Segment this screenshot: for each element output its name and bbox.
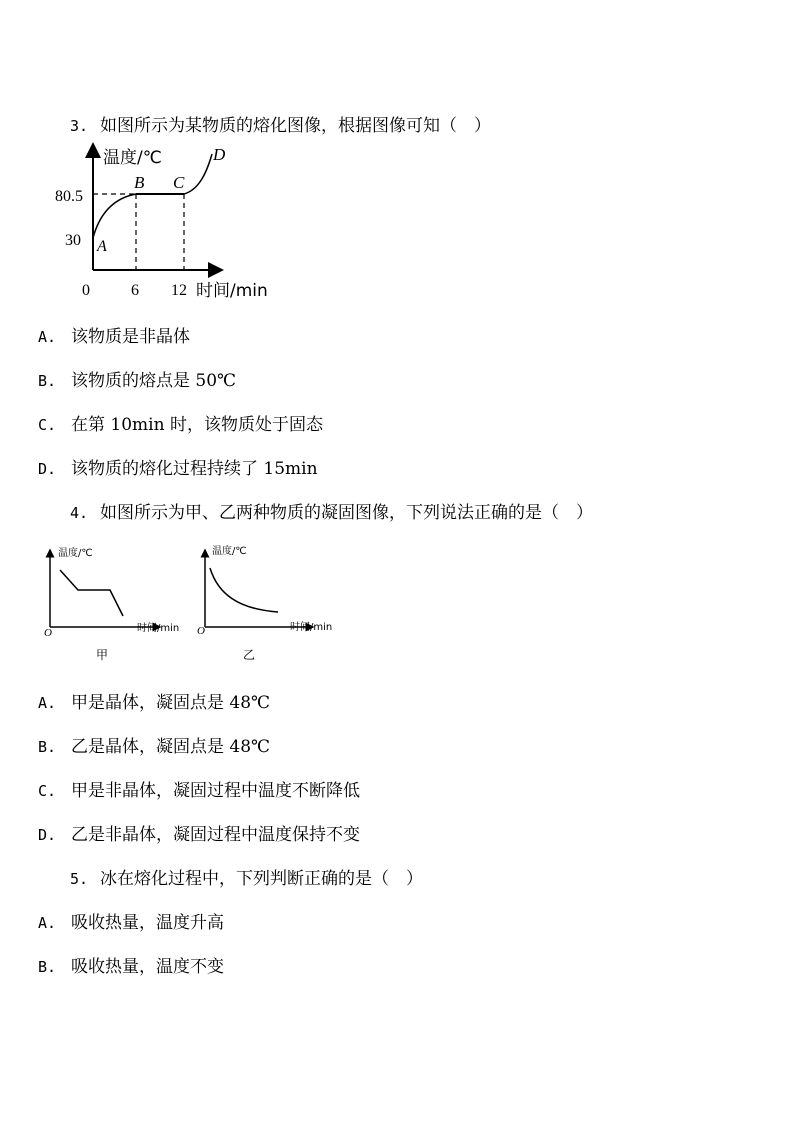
x-axis-label-yi: 时间/min <box>290 622 333 633</box>
option-text: 吸收热量，温度不变 <box>71 957 224 977</box>
y-axis-label-yi: 温度/℃ <box>212 546 247 557</box>
x-tick-0: 0 <box>82 282 90 299</box>
option-text: 在第 10min 时，该物质处于固态 <box>71 415 323 435</box>
option-text: 吸收热量，温度升高 <box>71 913 224 933</box>
option-text: 该物质的熔化过程持续了 15min <box>71 459 318 479</box>
question-3-stem <box>70 115 491 137</box>
origin-label-jia: O <box>44 627 52 639</box>
point-label-b: B <box>134 173 145 192</box>
point-label-a: A <box>97 238 107 255</box>
question-5-stem <box>70 868 423 890</box>
option-row[interactable] <box>38 912 224 934</box>
option-row[interactable] <box>38 370 236 392</box>
y-axis-label: 温度/℃ <box>103 148 162 168</box>
y-tick-30: 30 <box>65 232 81 249</box>
curve-cd <box>184 154 212 194</box>
option-text: 甲是非晶体，凝固过程中温度不断降低 <box>71 781 360 801</box>
option-row[interactable] <box>38 692 270 714</box>
question-number: 4. <box>70 504 89 522</box>
option-row[interactable] <box>38 780 360 802</box>
option-letter: C. <box>38 416 57 434</box>
graph-jia <box>44 546 179 662</box>
question-text: 冰在熔化过程中，下列判断正确的是（ ） <box>100 869 423 889</box>
caption-jia: 甲 <box>96 648 109 662</box>
x-axis-label: 时间/min <box>196 281 268 301</box>
option-letter: B. <box>38 738 57 756</box>
graph-yi <box>197 544 332 662</box>
option-row[interactable] <box>38 326 190 348</box>
question-text: 如图所示为甲、乙两种物质的凝固图像，下列说法正确的是（ ） <box>100 503 593 523</box>
x-axis-label-jia: 时间/min <box>137 623 180 634</box>
option-text: 该物质的熔点是 50℃ <box>71 371 237 391</box>
point-label-d: D <box>213 145 226 164</box>
curve-yi <box>210 568 278 612</box>
option-row[interactable] <box>38 736 270 758</box>
option-letter: D. <box>38 460 57 478</box>
melting-graph <box>50 140 290 305</box>
x-tick-12: 12 <box>171 282 187 299</box>
option-row[interactable] <box>38 956 224 978</box>
option-letter: A. <box>38 694 57 712</box>
option-letter: A. <box>38 914 57 932</box>
option-text: 甲是晶体，凝固点是 48℃ <box>71 693 271 713</box>
question-4-stem <box>70 502 593 524</box>
solidification-graphs <box>30 538 360 668</box>
x-tick-6: 6 <box>131 282 139 299</box>
option-text: 乙是晶体，凝固点是 48℃ <box>71 737 271 757</box>
caption-yi: 乙 <box>243 648 256 662</box>
option-row[interactable] <box>38 458 318 480</box>
curve-jia <box>60 570 123 616</box>
y-axis-label-jia: 温度/℃ <box>58 548 93 559</box>
option-text: 该物质是非晶体 <box>71 327 190 347</box>
origin-label-yi: O <box>197 625 205 637</box>
option-letter: D. <box>38 826 57 844</box>
option-letter: C. <box>38 782 57 800</box>
y-tick-80-5: 80.5 <box>55 188 83 205</box>
option-letter: A. <box>38 328 57 346</box>
option-letter: B. <box>38 958 57 976</box>
question-text: 如图所示为某物质的熔化图像，根据图像可知（ ） <box>100 116 491 136</box>
question-number: 5. <box>70 870 89 888</box>
option-letter: B. <box>38 372 57 390</box>
option-row[interactable] <box>38 824 360 846</box>
point-label-c: C <box>173 173 185 192</box>
question-number: 3. <box>70 117 89 135</box>
option-text: 乙是非晶体，凝固过程中温度保持不变 <box>71 825 360 845</box>
option-row[interactable] <box>38 414 323 436</box>
curve-ab <box>93 194 136 238</box>
